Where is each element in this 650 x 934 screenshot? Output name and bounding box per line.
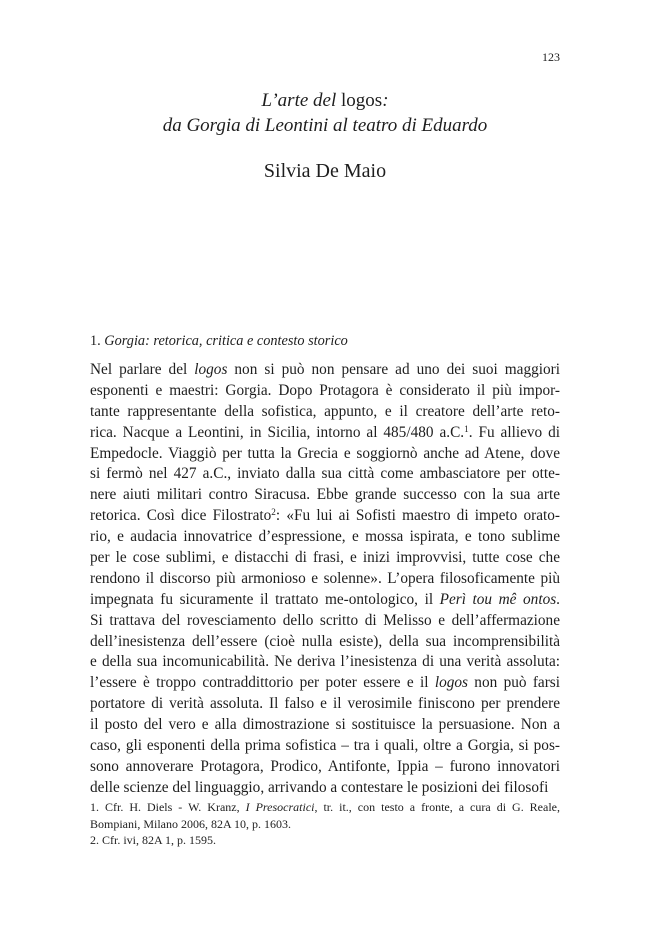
italic-text: da Gorgia di Leontini al teatro di Eduardo [162,115,488,136]
italic-text: I Presocratici [245,800,315,814]
text-run: . Fu allievo di [468,423,561,441]
text-run: logos [341,90,383,111]
italic-text: Gorgia: retorica, critica e contesto storico [104,333,348,349]
italic-text: : [382,90,389,111]
body-line [90,694,560,715]
chapter-title-line-1 [0,88,650,113]
body-text [90,360,560,799]
italic-text: Perì tou mê ontos [439,590,557,608]
text-run: rendono il discorso più armonioso e solenne». L’opera filosoficamente più [90,569,560,587]
chapter-title-line-2 [0,113,650,138]
italic-text: logos [194,361,228,378]
footnotes [90,799,560,849]
text-run: 1. [90,333,105,349]
text-run: nere aiuti militari contro Siracusa. Ebbe grande successo con la sua arte [90,486,560,504]
text-run: rio, e audacia innovatrice d’espressione, e mossa ispirata, e tono sublime [90,528,560,546]
body-line [90,611,560,632]
body-line [90,402,560,423]
text-run: delle scienze del linguaggio, arrivando a contestare le posizioni dei filosofi [90,778,549,796]
text-run: per le cose sublimi, e distacchi di frasi, e inizi improvvisi, tutte cose che [90,549,560,567]
body-line [90,381,560,402]
text-run: portatore di verità assoluta. Il falso e il verosimile finiscono per prendere [90,695,560,713]
footnote-line [90,816,560,833]
body-line [90,527,560,548]
footnote-marker: 2 [271,507,276,518]
text-run: impegnata fu sicuramente il trattato me-ontologico, il [90,590,440,608]
text-run: esponenti e maestri: Gorgia. Dopo Protagora è considerato il più impor- [90,381,560,399]
text-run: 2. Cfr. ivi, 82A 1, p. 1595. [90,833,217,847]
body-line [90,736,560,757]
text-run: Si trattava del rovesciamento dello scritto di Melisso e dell’affermazione [90,611,560,629]
body-line [90,590,560,611]
section-heading [90,333,348,350]
body-line [90,548,560,569]
text-run: si fermò nel 427 a.C., inviato dalla sua città come ambasciatore per otte- [90,465,560,483]
footnote-line [90,832,560,849]
text-run: e della sua incomunicabilità. Ne deriva l’inesistenza di una verità assoluta: [90,653,560,671]
text-run: : «Fu lui ai Sofisti maestro di impeto orato- [275,507,560,525]
body-line [90,444,560,465]
body-line [90,485,560,506]
text-run: Empedocle. Viaggiò per tutta la Grecia e soggiornò anche ad Atene, dove [90,444,560,462]
body-line [90,715,560,736]
body-line [90,360,560,381]
text-run: non può farsi [467,674,561,692]
body-line [90,673,560,694]
body-line [90,506,560,527]
text-run: non si può non pensare ad uno dei suoi maggiori [227,361,561,378]
body-line [90,652,560,673]
text-run: rica. Nacque a Leontini, in Sicilia, intorno al 485/480 a.C. [90,423,465,441]
body-line [90,757,560,778]
text-run: Bompiani, Milano 2006, 82A 10, p. 1603. [90,816,291,831]
italic-text: L’arte del [261,90,341,111]
text-run: dell’inesistenza dell’essere (cioè nulla esiste), della sua incomprensibilità [90,632,560,650]
italic-text: logos [434,674,468,692]
footnote-marker: 1 [464,423,469,434]
text-run: , tr. it., con testo a fronte, a cura di G. Reale, [314,800,560,814]
author-name: Silvia De Maio [263,160,387,182]
body-line [90,632,560,653]
footnote-line [90,799,560,816]
text-run: il posto del vero e alla dimostrazione si sostituisce la persuasione. Non a [90,716,560,734]
body-line [90,569,560,590]
text-run: Nel parlare del [90,361,195,378]
page-number: 123 [542,50,560,64]
text-run: 1. Cfr. H. Diels - W. Kranz, [90,800,246,814]
body-line [90,423,560,444]
text-run: . [556,590,560,608]
text-run: caso, gli esponenti della prima sofistica – tra i quali, oltre a Gorgia, si pos- [90,737,560,755]
text-run: tante rappresentante della sofistica, appunto, e il creatore dell’arte reto- [90,402,560,420]
text-run: l’essere è troppo contraddittorio per poter essere e il [90,674,435,692]
text-run: sono annoverare Protagora, Prodico, Antifonte, Ippia – furono innovatori [90,757,560,775]
body-line [90,778,560,799]
body-line [90,464,560,485]
text-run: retorica. Così dice Filostrato [90,507,272,525]
